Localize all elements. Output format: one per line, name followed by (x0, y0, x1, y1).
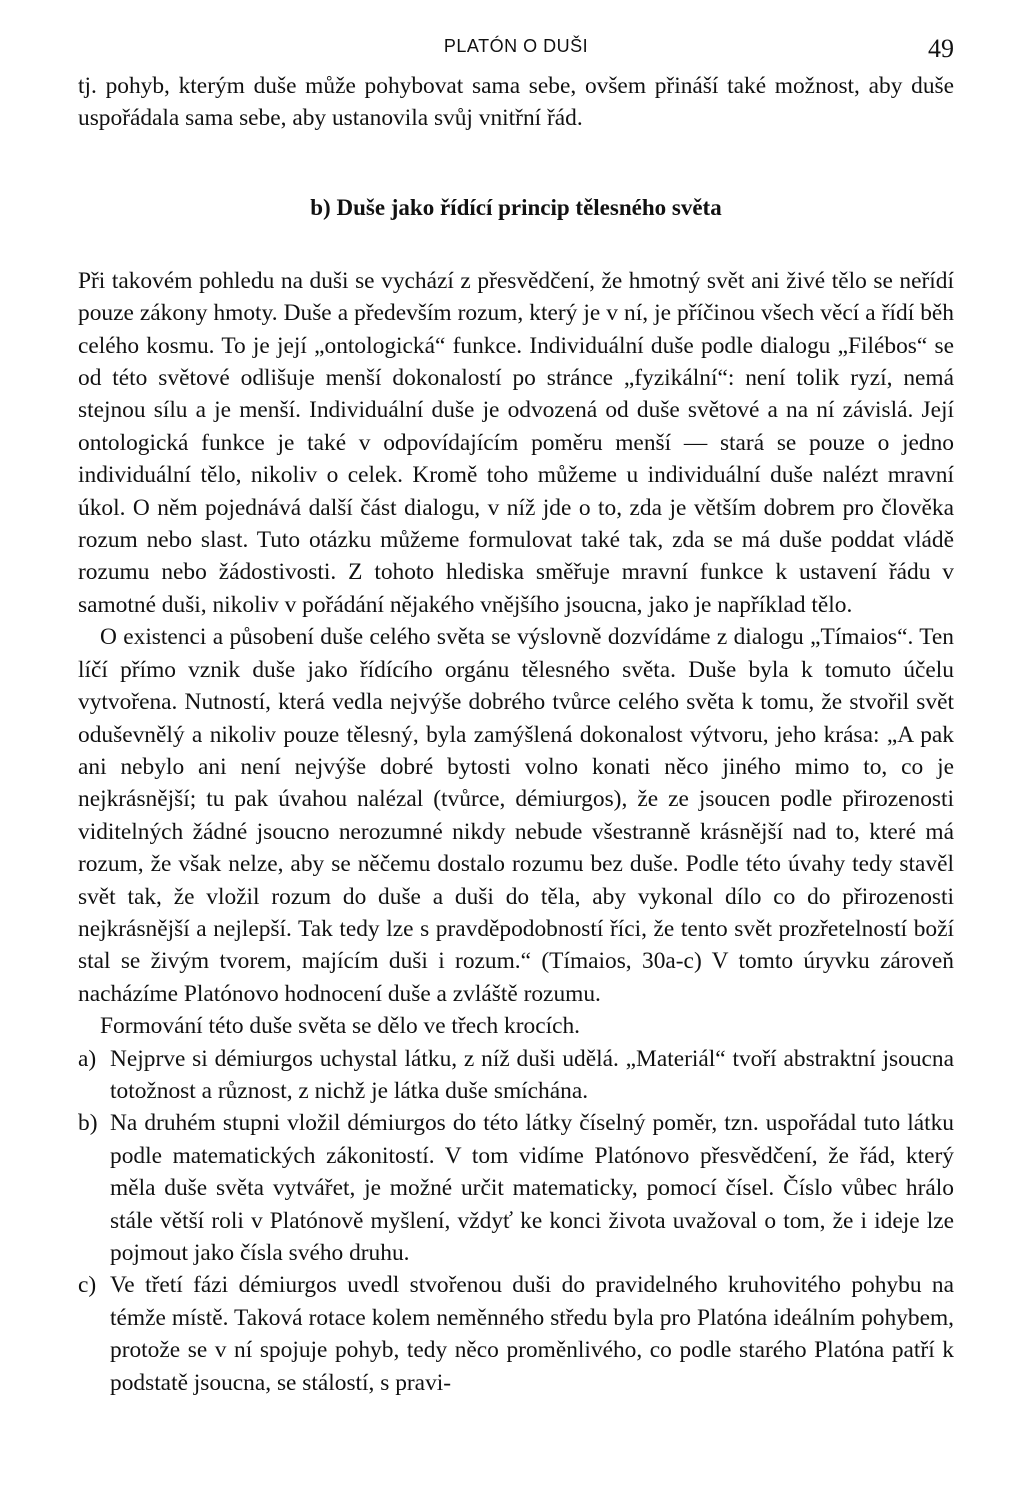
opening-paragraph: tj. pohyb, kterým duše může pohybovat sama sebe, ovšem přináší také možnost, aby duše uspořádala sama sebe, aby ustanovila svůj vnitřní řád. (78, 73, 954, 132)
list-marker: b) (78, 1110, 98, 1137)
body-paragraph: Při takovém pohledu na duši se vychází z přesvědčení, že hmotný svět ani živé tělo se neřídí pouze zákony hmoty. Duše a především rozum, který je v ní, je příčinou všech věcí a řídí běh celého kosmu. To je její „ontologická“ funkce. Individuální duše podle dialogu „Filébos“ se od této světové odlišuje menší dokonalostí po stránce „fyzikální“: není tolik ryzí, nemá stejnou sílu a je menší. Individuální duše je odvozená od duše světové a na ní závislá. Její ontologická funkce je také v odpovídajícím poměru menší — stará se pouze o jedno individuální tělo, nikoliv o celek. Kromě toho můžeme u individuální duše nalézt mravní úkol. O něm pojednává další část dialogu, v níž jde o to, zda je větším dobrem pro člověka rozum nebo slast. Tuto otázku můžeme formulovat také tak, zda se má duše poddat vládě rozumu nebo žádostivosti. Z tohoto hlediska směřuje mravní funkce k ustavení řádu v samotné duši, nikoliv v pořádání nějakého vnějšího jsoucna, jako je například tělo. (78, 267, 954, 618)
list-item-text: Na druhém stupni vložil démiurgos do této látky číselný poměr, tzn. uspořádal tuto látku podle matematických zákonitostí. V tom vidíme Platónovo přesvědčení, že řád, který měla duše světa vytvářet, je možné určit matematicky, pomocí čísel. Číslo vůbec hrálo stále větší roli v Platónově myšlení, vždyť ke konci života uvažoval o tom, že i ideje lze pojmout jako čísla svého druhu. (110, 1110, 954, 1266)
section-heading: b) Duše jako řídící princip tělesného světa (310, 194, 722, 220)
book-page (78, 36, 954, 1399)
list-item (78, 1107, 954, 1269)
list-item-text: Nejprve si démiurgos uchystal látku, z níž duši udělá. „Materiál“ tvoří abstraktní jsoucna totožnost a různost, z nichž je látka duše smíchána. (110, 1045, 954, 1104)
list-item-text: Ve třetí fázi démiurgos uvedl stvořenou duši do pravidelného kruhovitého pohybu na témže místě. Taková rotace kolem neměnného středu byla pro Platóna ideálním pohybem, protože se v ní spojuje pohyb, tedy něco proměnlivého, co podle starého Platóna patří k podstatě jsoucna, se stálostí, s pravi- (110, 1272, 954, 1396)
running-title: PLATÓN O DUŠI (443, 36, 589, 56)
page-number: 49 (928, 34, 954, 63)
body-paragraph: Formování této duše světa se dělo ve třech krocích. (100, 1013, 581, 1040)
list-marker: c) (78, 1272, 97, 1299)
list-item (78, 1269, 954, 1399)
list-item (78, 1043, 954, 1108)
list-marker: a) (78, 1045, 97, 1072)
steps-list (78, 1043, 954, 1399)
body-paragraph: O existenci a působení duše celého světa se výslovně dozvídáme z dialogu „Tímaios“. Ten líčí přímo vznik duše jako řídícího orgánu tělesného světa. Duše byla k tomuto účelu vytvořena. Nutností, která vedla nejvýše dobrého tvůrce celého světa k tomu, že stvořil svět oduševnělý a nikoliv pouze tělesný, byla zamýšlená dokonalost výtvoru, jeho krása: „A pak ani nebylo ani není nejvýše dobré bytosti volno konati něco jiného mimo to, co je nejkrásnější; tu pak úvahou nalézal (tvůrce, démiurgos), že ze jsoucen podle přirozenosti viditelných žádné jsoucno nerozumné nikdy nebude všestranně krásnější nad to, které má rozum, že však nelze, aby se něčemu dostalo rozumu bez duše. Podle této úvahy tedy stavěl svět tak, že vložil rozum do duše a duši do těla, aby vykonal dílo co do přirozenosti nejkrásnější a nejlepší. Tak tedy lze s pravděpodobností říci, že tento svět prozřetelností boží stal se živým tvorem, majícím duši i rozum.“ (Tímaios, 30a-c) V tomto úryvku zároveň nacházíme Platónovo hodnocení duše a zvláště rozumu. (78, 624, 954, 1007)
page-header (78, 36, 954, 70)
